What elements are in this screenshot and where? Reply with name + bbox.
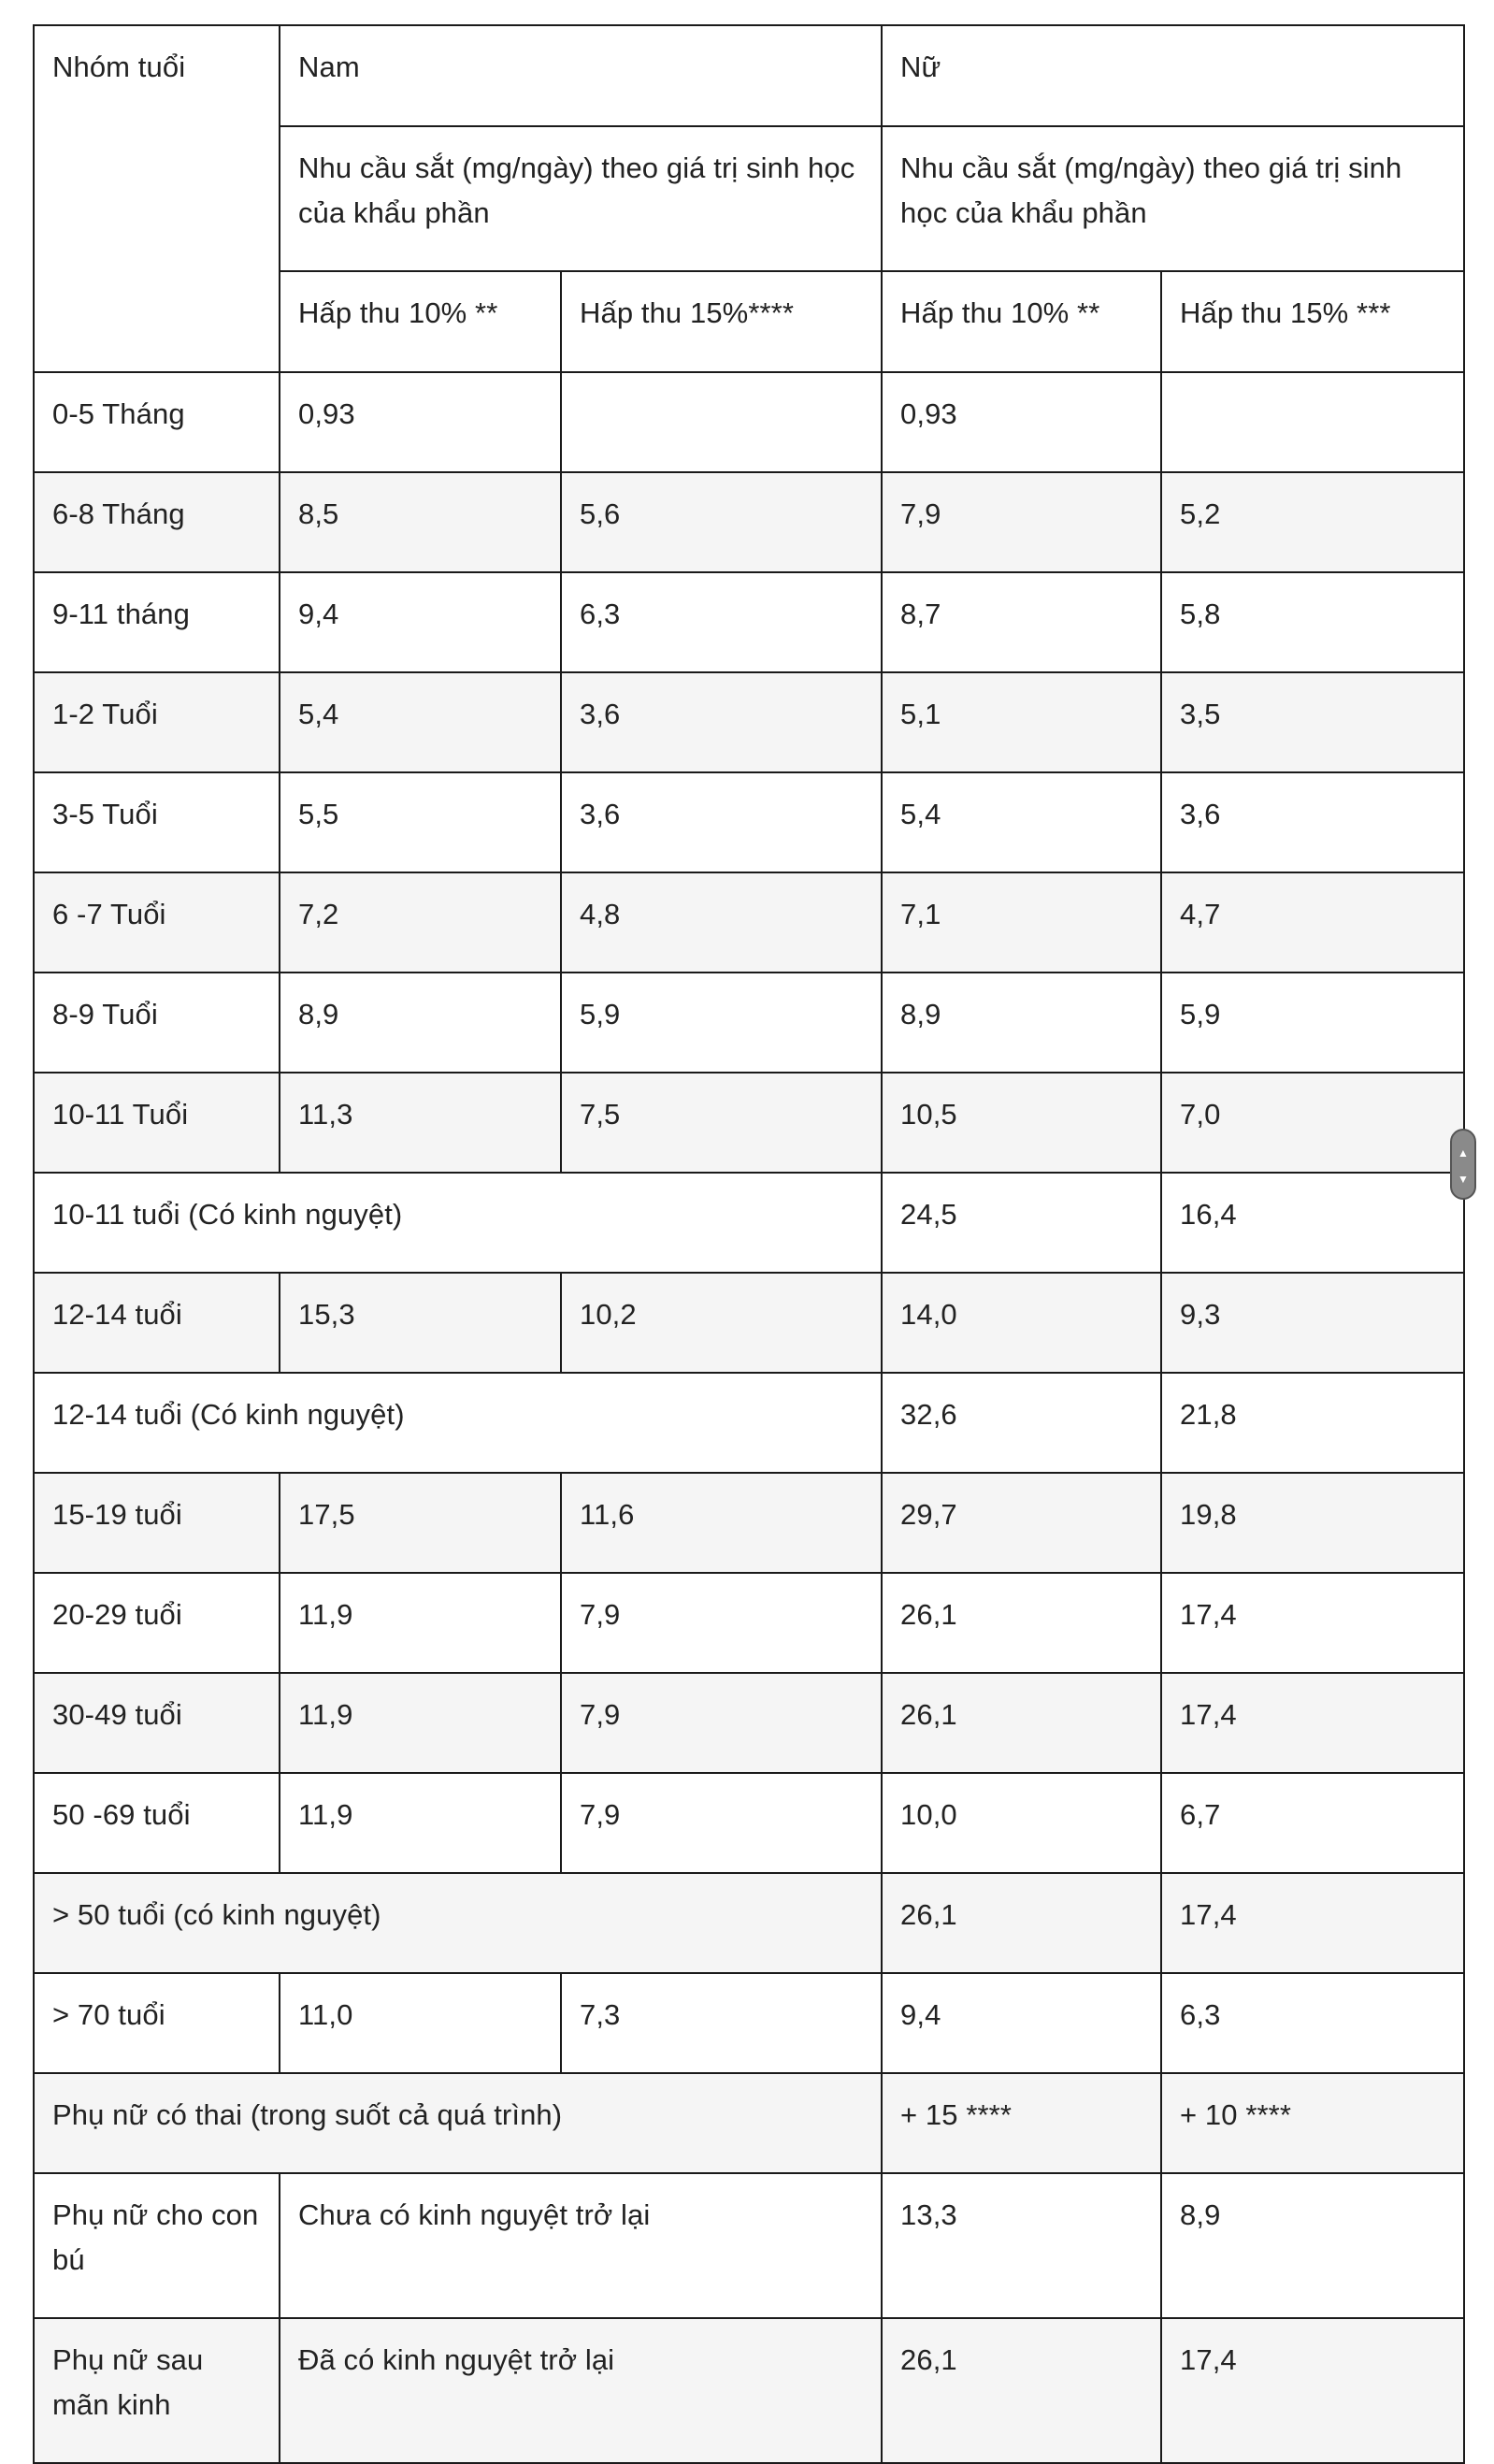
table-row bbox=[34, 2173, 1464, 2318]
age-group-cell: Phụ nữ có thai (trong suốt cả quá trình) bbox=[34, 2073, 882, 2173]
female-abs10-cell: 9,4 bbox=[882, 1973, 1161, 2073]
male-abs15-cell: 10,2 bbox=[561, 1273, 882, 1373]
female-abs15-cell: 17,4 bbox=[1161, 2318, 1464, 2463]
note-cell: Chưa có kinh nguyệt trở lại bbox=[280, 2173, 882, 2318]
female-abs10-cell: 32,6 bbox=[882, 1373, 1161, 1473]
header-male-absorption-10: Hấp thu 10% ** bbox=[280, 271, 561, 372]
female-abs15-cell: 17,4 bbox=[1161, 1573, 1464, 1673]
female-abs15-cell: 17,4 bbox=[1161, 1873, 1464, 1973]
male-abs10-cell: 7,2 bbox=[280, 872, 561, 973]
table-row bbox=[34, 1173, 1464, 1273]
female-abs10-cell: 5,1 bbox=[882, 672, 1161, 772]
table-row bbox=[34, 1673, 1464, 1773]
male-abs10-cell: 8,9 bbox=[280, 973, 561, 1073]
table-row bbox=[34, 1573, 1464, 1673]
female-abs10-cell: 5,4 bbox=[882, 772, 1161, 872]
scroll-handle[interactable] bbox=[1450, 1129, 1476, 1200]
male-abs15-cell: 3,6 bbox=[561, 772, 882, 872]
table-row bbox=[34, 1273, 1464, 1373]
female-abs10-cell: 26,1 bbox=[882, 1873, 1161, 1973]
table-row bbox=[34, 572, 1464, 672]
male-abs10-cell: 5,4 bbox=[280, 672, 561, 772]
age-group-cell: 1-2 Tuổi bbox=[34, 672, 280, 772]
chevron-down-icon: ▼ bbox=[1458, 1173, 1469, 1186]
female-abs10-cell: 24,5 bbox=[882, 1173, 1161, 1273]
chevron-up-icon: ▲ bbox=[1458, 1146, 1469, 1160]
female-abs15-cell: 19,8 bbox=[1161, 1473, 1464, 1573]
table-row bbox=[34, 2318, 1464, 2463]
table-row bbox=[34, 1373, 1464, 1473]
table-row bbox=[34, 772, 1464, 872]
note-cell: Đã có kinh nguyệt trở lại bbox=[280, 2318, 882, 2463]
male-abs15-cell: 7,9 bbox=[561, 1573, 882, 1673]
male-abs10-cell: 8,5 bbox=[280, 472, 561, 572]
male-abs10-cell: 11,9 bbox=[280, 1673, 561, 1773]
female-abs15-cell: 4,7 bbox=[1161, 872, 1464, 973]
age-group-cell: > 70 tuổi bbox=[34, 1973, 280, 2073]
table-row bbox=[34, 872, 1464, 973]
header-requirement-female: Nhu cầu sắt (mg/ngày) theo giá trị sinh học của khẩu phần bbox=[882, 126, 1464, 271]
female-abs10-cell: 8,9 bbox=[882, 973, 1161, 1073]
header-female-absorption-10: Hấp thu 10% ** bbox=[882, 271, 1161, 372]
male-abs15-cell: 3,6 bbox=[561, 672, 882, 772]
female-abs15-cell: 16,4 bbox=[1161, 1173, 1464, 1273]
female-abs15-cell: 6,7 bbox=[1161, 1773, 1464, 1873]
header-male: Nam bbox=[280, 25, 882, 126]
age-group-cell: > 50 tuổi (có kinh nguyệt) bbox=[34, 1873, 882, 1973]
age-group-cell: 3-5 Tuổi bbox=[34, 772, 280, 872]
female-abs10-cell: + 15 **** bbox=[882, 2073, 1161, 2173]
male-abs10-cell: 0,93 bbox=[280, 372, 561, 472]
male-abs10-cell: 9,4 bbox=[280, 572, 561, 672]
table-row bbox=[34, 472, 1464, 572]
male-abs10-cell: 15,3 bbox=[280, 1273, 561, 1373]
female-abs15-cell bbox=[1161, 372, 1464, 472]
age-group-cell: Phụ nữ sau mãn kinh bbox=[34, 2318, 280, 2463]
table-row bbox=[34, 372, 1464, 472]
female-abs15-cell: + 10 **** bbox=[1161, 2073, 1464, 2173]
female-abs15-cell: 5,9 bbox=[1161, 973, 1464, 1073]
female-abs10-cell: 10,5 bbox=[882, 1073, 1161, 1173]
female-abs10-cell: 26,1 bbox=[882, 2318, 1161, 2463]
header-female: Nữ bbox=[882, 25, 1464, 126]
male-abs15-cell: 7,5 bbox=[561, 1073, 882, 1173]
female-abs15-cell: 6,3 bbox=[1161, 1973, 1464, 2073]
female-abs15-cell: 5,8 bbox=[1161, 572, 1464, 672]
male-abs15-cell: 7,9 bbox=[561, 1773, 882, 1873]
iron-requirement-table bbox=[33, 24, 1465, 2464]
age-group-cell: 30-49 tuổi bbox=[34, 1673, 280, 1773]
header-female-absorption-15: Hấp thu 15% *** bbox=[1161, 271, 1464, 372]
table-row bbox=[34, 2073, 1464, 2173]
female-abs10-cell: 26,1 bbox=[882, 1573, 1161, 1673]
female-abs15-cell: 9,3 bbox=[1161, 1273, 1464, 1373]
table-row bbox=[34, 1873, 1464, 1973]
female-abs10-cell: 7,1 bbox=[882, 872, 1161, 973]
male-abs10-cell: 11,3 bbox=[280, 1073, 561, 1173]
table-row bbox=[34, 1073, 1464, 1173]
table-row bbox=[34, 1773, 1464, 1873]
male-abs15-cell: 4,8 bbox=[561, 872, 882, 973]
age-group-cell: 10-11 Tuổi bbox=[34, 1073, 280, 1173]
table-row bbox=[34, 1973, 1464, 2073]
age-group-cell: 12-14 tuổi bbox=[34, 1273, 280, 1373]
age-group-cell: 12-14 tuổi (Có kinh nguyệt) bbox=[34, 1373, 882, 1473]
age-group-cell: Phụ nữ cho con bú bbox=[34, 2173, 280, 2318]
age-group-cell: 10-11 tuổi (Có kinh nguyệt) bbox=[34, 1173, 882, 1273]
female-abs10-cell: 0,93 bbox=[882, 372, 1161, 472]
male-abs15-cell: 5,6 bbox=[561, 472, 882, 572]
male-abs10-cell: 5,5 bbox=[280, 772, 561, 872]
male-abs10-cell: 11,9 bbox=[280, 1773, 561, 1873]
female-abs10-cell: 29,7 bbox=[882, 1473, 1161, 1573]
male-abs15-cell bbox=[561, 372, 882, 472]
female-abs10-cell: 10,0 bbox=[882, 1773, 1161, 1873]
female-abs10-cell: 13,3 bbox=[882, 2173, 1161, 2318]
female-abs15-cell: 3,6 bbox=[1161, 772, 1464, 872]
header-male-absorption-15: Hấp thu 15%**** bbox=[561, 271, 882, 372]
female-abs10-cell: 7,9 bbox=[882, 472, 1161, 572]
table-row bbox=[34, 672, 1464, 772]
age-group-cell: 15-19 tuổi bbox=[34, 1473, 280, 1573]
male-abs15-cell: 11,6 bbox=[561, 1473, 882, 1573]
female-abs15-cell: 17,4 bbox=[1161, 1673, 1464, 1773]
female-abs15-cell: 5,2 bbox=[1161, 472, 1464, 572]
male-abs15-cell: 5,9 bbox=[561, 973, 882, 1073]
male-abs15-cell: 7,3 bbox=[561, 1973, 882, 2073]
male-abs10-cell: 11,0 bbox=[280, 1973, 561, 2073]
female-abs10-cell: 26,1 bbox=[882, 1673, 1161, 1773]
age-group-cell: 50 -69 tuổi bbox=[34, 1773, 280, 1873]
male-abs10-cell: 17,5 bbox=[280, 1473, 561, 1573]
female-abs10-cell: 8,7 bbox=[882, 572, 1161, 672]
table-row bbox=[34, 973, 1464, 1073]
age-group-cell: 20-29 tuổi bbox=[34, 1573, 280, 1673]
male-abs10-cell: 11,9 bbox=[280, 1573, 561, 1673]
table-row bbox=[34, 1473, 1464, 1573]
age-group-cell: 6-8 Tháng bbox=[34, 472, 280, 572]
male-abs15-cell: 7,9 bbox=[561, 1673, 882, 1773]
age-group-cell: 8-9 Tuổi bbox=[34, 973, 280, 1073]
header-requirement-male: Nhu cầu sắt (mg/ngày) theo giá trị sinh học của khẩu phần bbox=[280, 126, 882, 271]
female-abs10-cell: 14,0 bbox=[882, 1273, 1161, 1373]
female-abs15-cell: 7,0 bbox=[1161, 1073, 1464, 1173]
age-group-cell: 0-5 Tháng bbox=[34, 372, 280, 472]
female-abs15-cell: 8,9 bbox=[1161, 2173, 1464, 2318]
header-age-group: Nhóm tuổi bbox=[34, 25, 280, 372]
female-abs15-cell: 21,8 bbox=[1161, 1373, 1464, 1473]
male-abs15-cell: 6,3 bbox=[561, 572, 882, 672]
age-group-cell: 9-11 tháng bbox=[34, 572, 280, 672]
female-abs15-cell: 3,5 bbox=[1161, 672, 1464, 772]
age-group-cell: 6 -7 Tuổi bbox=[34, 872, 280, 973]
